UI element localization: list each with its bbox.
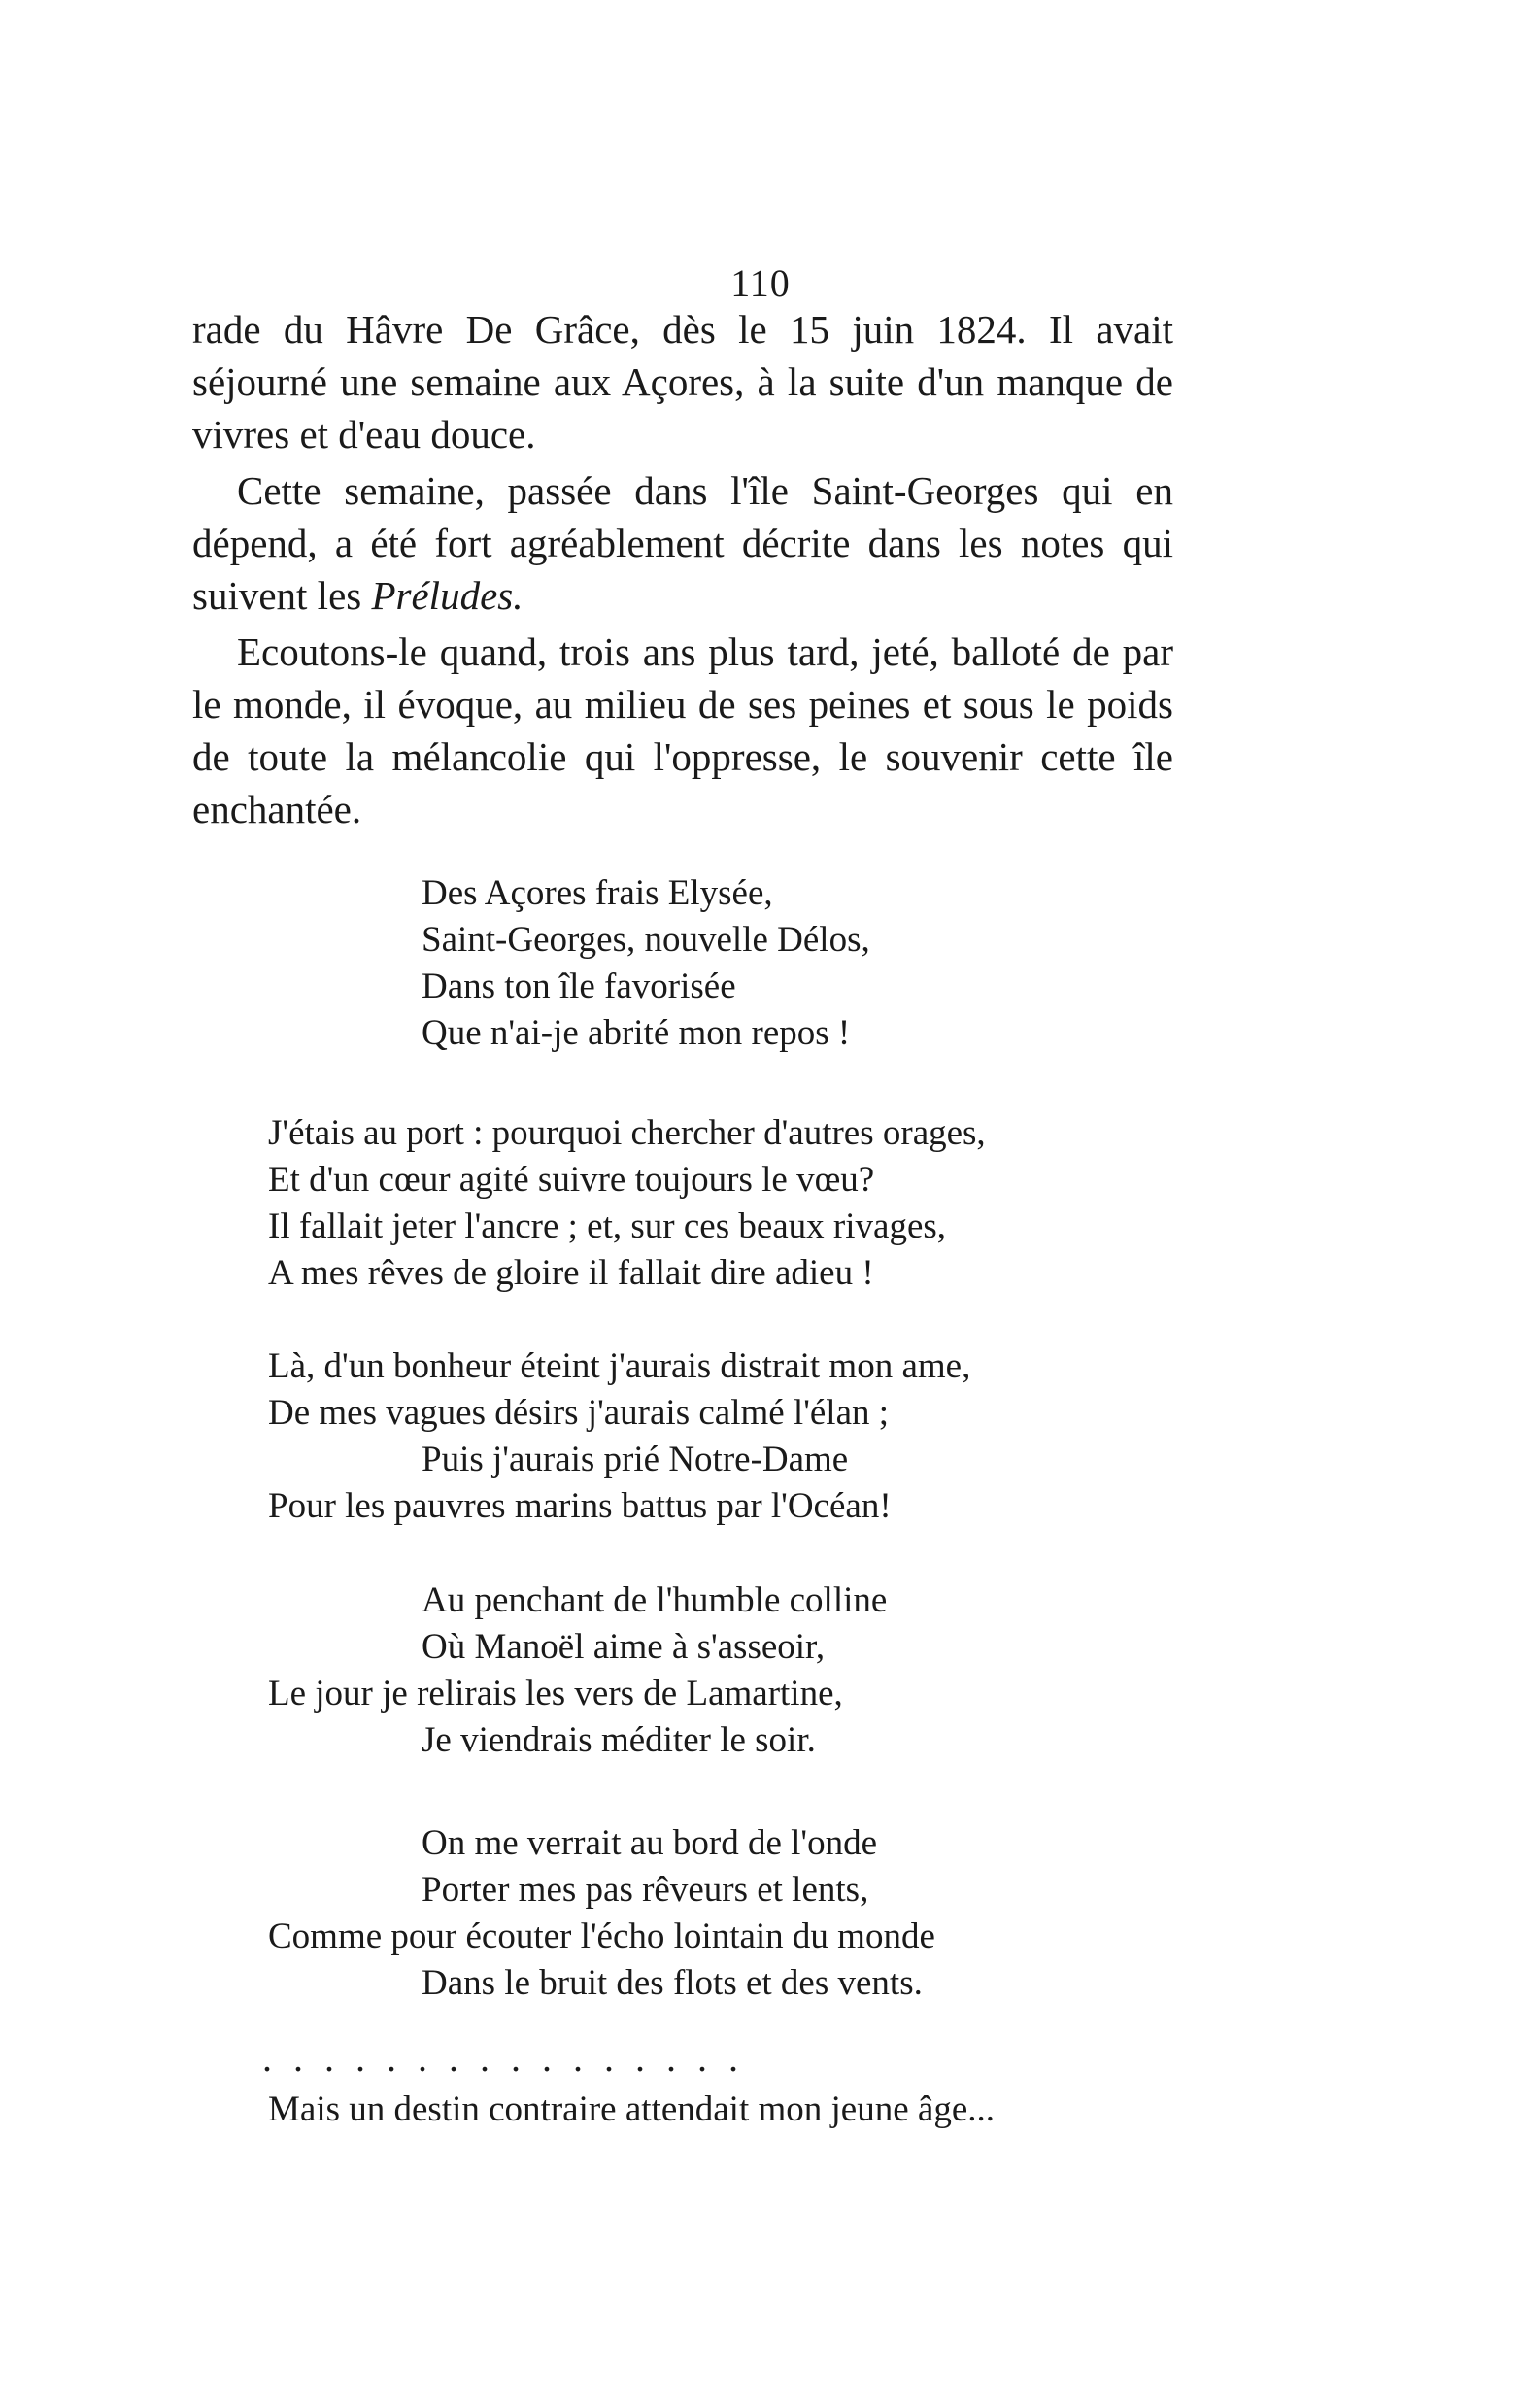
poem-last-line: Mais un destin contraire attendait mon jeune âge...	[268, 2089, 995, 2129]
poem-line: Puis j'aurais prié Notre-Dame	[422, 1440, 849, 1479]
paragraph-2-text: Cette semaine, passée dans l'île Saint-Georges qui en dépend, a été fort agréablement décrite dans les notes qui suivent les	[192, 468, 1173, 618]
poem-line: A mes rêves de gloire il fallait dire adieu !	[268, 1253, 874, 1293]
poem-line: Pour les pauvres marins battus par l'Océan!	[268, 1486, 892, 1526]
poem-line: Dans le bruit des flots et des vents.	[422, 1963, 923, 2003]
poem-line: Là, d'un bonheur éteint j'aurais distrait mon ame,	[268, 1346, 971, 1386]
poem-line: Où Manoël aime à s'asseoir,	[422, 1627, 826, 1667]
paragraph-1: rade du Hâvre De Grâce, dès le 15 juin 1824. Il avait séjourné une semaine aux Açores, à la suite d'un manque de vivres et d'eau douce.	[192, 307, 1173, 457]
poem-line: On me verrait au bord de l'onde	[422, 1823, 878, 1863]
paragraph-2	[192, 464, 1173, 622]
poem-line: J'étais au port : pourquoi chercher d'autres orages,	[268, 1113, 986, 1153]
poem-line: Des Açores frais Elysée,	[422, 873, 773, 913]
poem-line: Porter mes pas rêveurs et lents,	[422, 1870, 869, 1910]
poem-line: Le jour je relirais les vers de Lamartine,	[268, 1674, 843, 1713]
poem-line: Au penchant de l'humble colline	[422, 1580, 888, 1620]
poem-line: Et d'un cœur agité suivre toujours le vœu?	[268, 1160, 875, 1200]
ellipsis-dots: ................	[262, 2036, 760, 2080]
poem-line: De mes vagues désirs j'aurais calmé l'élan ;	[268, 1393, 890, 1433]
poem-line: Comme pour écouter l'écho lointain du monde	[268, 1916, 935, 1956]
prose-block	[192, 303, 1173, 835]
preludes-title: Préludes.	[371, 573, 524, 618]
poem-line: Je viendrais méditer le soir.	[422, 1720, 816, 1760]
poem-line: Il fallait jeter l'ancre ; et, sur ces beaux rivages,	[268, 1206, 947, 1246]
poem-line: Que n'ai-je abrité mon repos !	[422, 1013, 851, 1053]
poem-line: Dans ton île favorisée	[422, 967, 736, 1006]
page-number: 110	[730, 261, 791, 305]
poem-line: Saint-Georges, nouvelle Délos,	[422, 920, 870, 960]
paragraph-3: Ecoutons-le quand, trois ans plus tard, jeté, balloté de par le monde, il évoque, au milieu de ses peines et sous le poids de toute la mélancolie qui l'oppresse, le souvenir cette île enchantée.	[192, 629, 1173, 831]
